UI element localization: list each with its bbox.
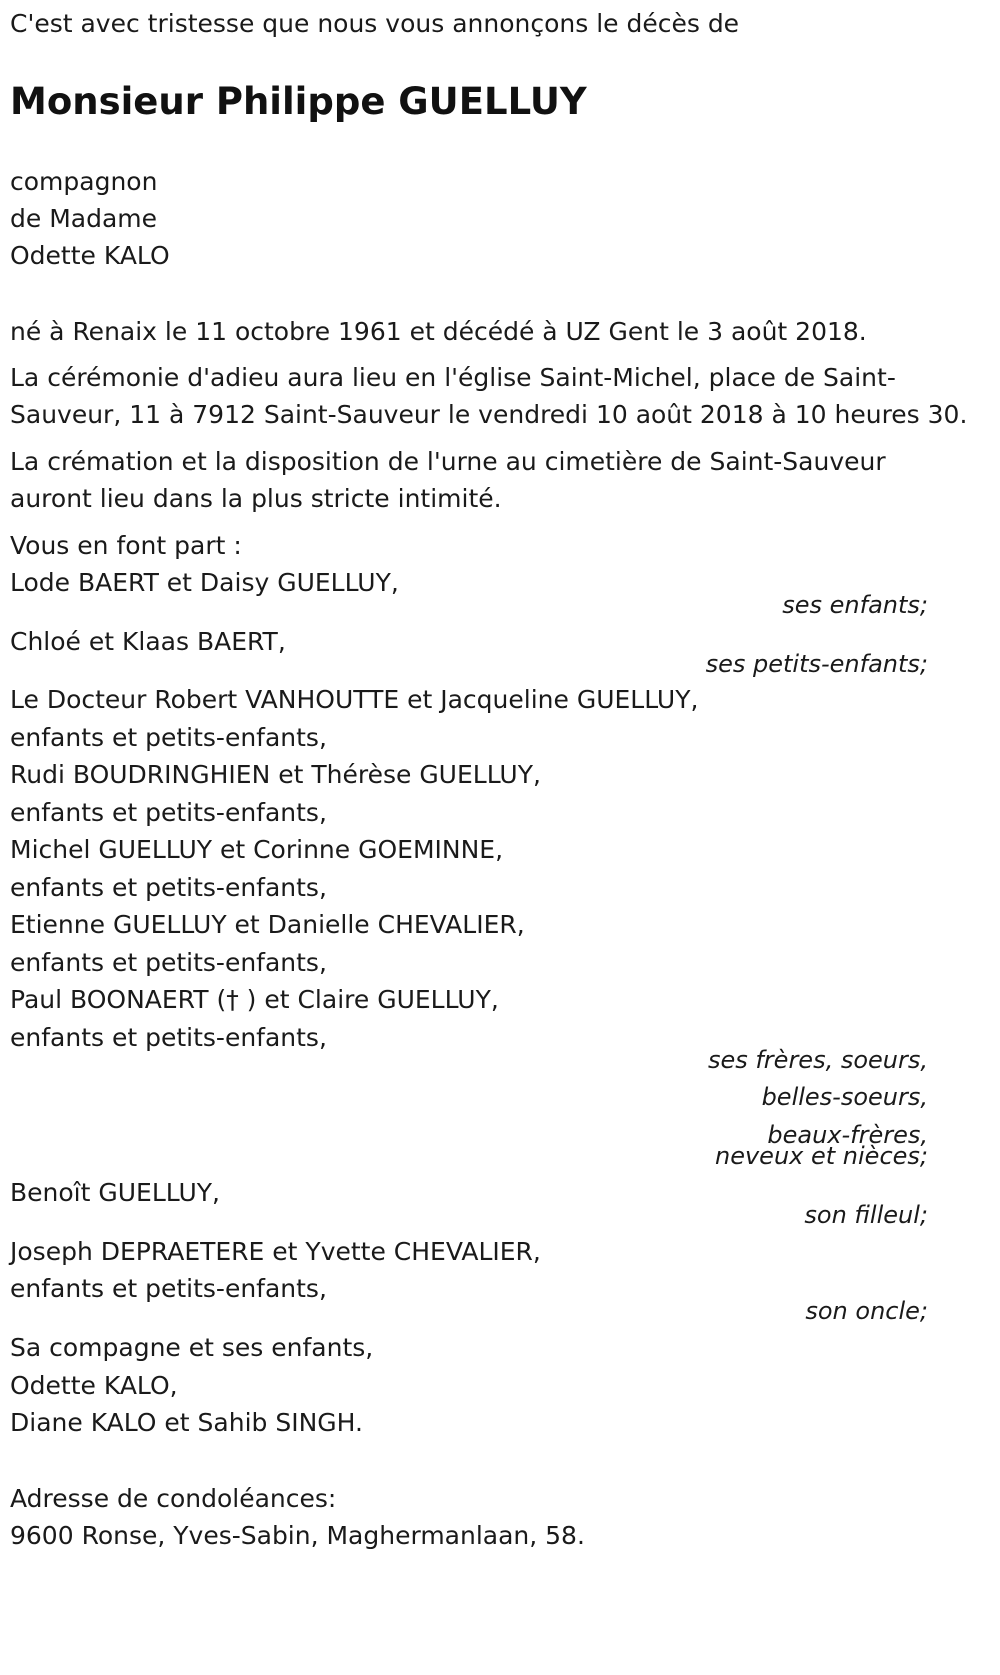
companion-line: Odette KALO, [10,1371,178,1400]
children-role: ses enfants; [782,591,928,619]
ceremony-text: Sauveur, 11 à 7912 Saint-Sauveur le vendredi 10 août 2018 à 10 heures 30. [10,400,968,429]
relation-line: Odette KALO [10,241,170,270]
uncle-names: enfants et petits-enfants, [10,1274,327,1303]
cremation-text: La crémation et la disposition de l'urne au cimetière de Saint-Sauveur [10,447,886,476]
sibling-line: enfants et petits-enfants, [10,948,327,977]
intro-text: C'est avec tristesse que nous vous annonçons le décès de [10,9,740,38]
uncle-names: Joseph DEPRAETERE et Yvette CHEVALIER, [10,1237,541,1266]
sibling-line: Michel GUELLUY et Corinne GOEMINNE, [10,835,504,864]
sibling-line: enfants et petits-enfants, [10,873,327,902]
sibling-line: Le Docteur Robert VANHOUTTE et Jacqueline GUELLUY, [10,685,699,714]
announce-text: Vous en font part : [10,531,242,560]
sibling-line: Rudi BOUDRINGHIEN et Thérèse GUELLUY, [10,760,541,789]
siblings-role: beaux-frères, [767,1121,928,1149]
sibling-line: Etienne GUELLUY et Danielle CHEVALIER, [10,910,525,939]
children-names: Lode BAERT et Daisy GUELLUY, [10,568,399,597]
sibling-line: enfants et petits-enfants, [10,723,327,752]
ceremony-text: La cérémonie d'adieu aura lieu en l'église Saint-Michel, place de Saint- [10,363,896,392]
deceased-name: Monsieur Philippe GUELLUY [10,80,587,123]
relation-line: compagnon [10,167,158,196]
grandchildren-role: ses petits-enfants; [705,650,928,678]
siblings-role: belles-soeurs, [761,1083,928,1111]
godson-names: Benoît GUELLUY, [10,1178,220,1207]
godson-role: son filleul; [804,1201,928,1229]
cremation-text: auront lieu dans la plus stricte intimité. [10,484,502,513]
siblings-role: neveux et nièces; [715,1142,928,1170]
sibling-line: enfants et petits-enfants, [10,1023,327,1052]
condolences-address: 9600 Ronse, Yves-Sabin, Maghermanlaan, 58. [10,1521,585,1550]
condolences-label: Adresse de condoléances: [10,1484,337,1513]
siblings-role: ses frères, soeurs, [707,1046,928,1074]
uncle-role: son oncle; [805,1297,928,1325]
relation-line: de Madame [10,204,158,233]
grandchildren-names: Chloé et Klaas BAERT, [10,627,286,656]
sibling-line: enfants et petits-enfants, [10,798,327,827]
companion-line: Sa compagne et ses enfants, [10,1333,374,1362]
birth-death-text: né à Renaix le 11 octobre 1961 et décédé à UZ Gent le 3 août 2018. [10,317,867,346]
companion-line: Diane KALO et Sahib SINGH. [10,1408,363,1437]
sibling-line: Paul BOONAERT († ) et Claire GUELLUY, [10,985,499,1014]
